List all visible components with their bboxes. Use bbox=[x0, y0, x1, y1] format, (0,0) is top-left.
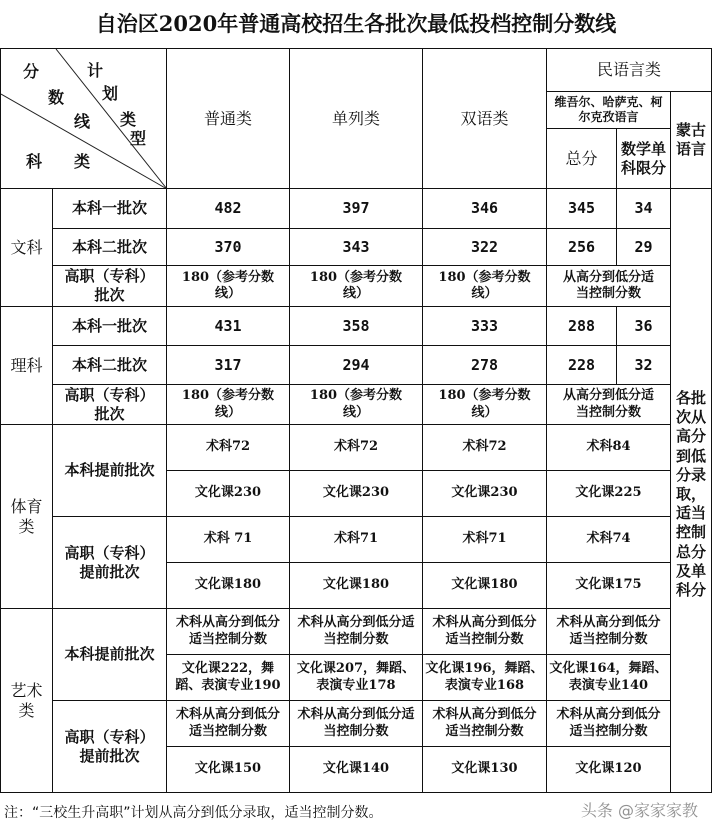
score-cell: 术科从高分到低分适当控制分数 bbox=[289, 700, 423, 747]
batch-label: 本科提前批次 bbox=[52, 424, 167, 517]
score-cell: 术科84 bbox=[546, 424, 671, 471]
col-header-menggu: 蒙古语言 bbox=[670, 91, 712, 189]
score-cell: 文化课130 bbox=[422, 746, 547, 793]
score-cell: 294 bbox=[289, 345, 423, 385]
diag-score-char-1: 分 bbox=[23, 62, 40, 81]
diag-score-char-2: 数 bbox=[48, 88, 65, 107]
col-header-danlie: 单列类 bbox=[289, 48, 423, 189]
watermark: 头条 @家家家教 bbox=[580, 801, 698, 820]
score-cell: 术科从高分到低分适当控制分数 bbox=[422, 700, 547, 747]
col-header-shuangyu: 双语类 bbox=[422, 48, 547, 189]
batch-label: 高职（专科）提前批次 bbox=[52, 516, 167, 609]
score-cell: 345 bbox=[546, 188, 617, 229]
section-label-wenke: 文科 bbox=[0, 188, 53, 307]
score-cell: 术科从高分到低分适当控制分数 bbox=[289, 608, 423, 655]
score-cell: 文化课230 bbox=[166, 470, 290, 517]
score-cell: 288 bbox=[546, 306, 617, 346]
score-cell: 343 bbox=[289, 228, 423, 266]
score-cell: 术科71 bbox=[422, 516, 547, 563]
score-cell: 文化课230 bbox=[422, 470, 547, 517]
batch-label: 本科二批次 bbox=[52, 228, 167, 266]
score-cell: 180（参考分数线） bbox=[166, 265, 290, 307]
score-cell: 397 bbox=[289, 188, 423, 229]
score-cell: 322 bbox=[422, 228, 547, 266]
diag-plan-char-1: 计 bbox=[87, 61, 104, 80]
score-cell: 术科71 bbox=[289, 516, 423, 563]
diag-plan-char-3: 类 bbox=[120, 110, 137, 129]
score-cell: 文化课180 bbox=[289, 562, 423, 609]
score-cell: 文化课175 bbox=[546, 562, 671, 609]
score-cell: 278 bbox=[422, 345, 547, 385]
batch-label: 本科一批次 bbox=[52, 188, 167, 229]
score-cell: 180（参考分数线） bbox=[422, 384, 547, 425]
score-cell: 358 bbox=[289, 306, 423, 346]
score-cell: 术科 71 bbox=[166, 516, 290, 563]
section-label-tiyu: 体育类 bbox=[0, 424, 53, 609]
score-cell: 文化课196，舞蹈、表演专业168 bbox=[422, 654, 547, 701]
score-cell: 术科从高分到低分适当控制分数 bbox=[546, 700, 671, 747]
score-cell: 256 bbox=[546, 228, 617, 266]
section-label-yishu: 艺术类 bbox=[0, 608, 53, 793]
diag-plan-char-2: 划 bbox=[102, 84, 119, 103]
batch-label: 高职（专科）提前批次 bbox=[52, 700, 167, 793]
score-cell: 228 bbox=[546, 345, 617, 385]
score-cell: 482 bbox=[166, 188, 290, 229]
score-cell: 文化课180 bbox=[166, 562, 290, 609]
score-cell: 文化课120 bbox=[546, 746, 671, 793]
score-cell: 术科72 bbox=[422, 424, 547, 471]
score-cell: 180（参考分数线） bbox=[422, 265, 547, 307]
score-cell: 370 bbox=[166, 228, 290, 266]
score-cell: 文化课222，舞蹈、表演专业190 bbox=[166, 654, 290, 701]
score-cell: 36 bbox=[616, 306, 671, 346]
col-header-minyu: 民语言类 bbox=[546, 48, 712, 92]
score-cell: 29 bbox=[616, 228, 671, 266]
score-cell: 180（参考分数线） bbox=[289, 265, 423, 307]
col-header-weiwuer: 维吾尔、哈萨克、柯尔克孜语言 bbox=[546, 91, 671, 129]
score-cell: 180（参考分数线） bbox=[289, 384, 423, 425]
score-cell: 术科从高分到低分适当控制分数 bbox=[546, 608, 671, 655]
score-cell: 文化课140 bbox=[289, 746, 423, 793]
score-cell: 333 bbox=[422, 306, 547, 346]
score-cell: 术科72 bbox=[166, 424, 290, 471]
batch-label: 高职（专科）批次 bbox=[52, 384, 167, 425]
score-cell: 文化课207，舞蹈、表演专业178 bbox=[289, 654, 423, 701]
diag-plan-char-4: 型 bbox=[130, 129, 147, 148]
col-header-total: 总分 bbox=[546, 128, 617, 189]
batch-label: 本科提前批次 bbox=[52, 608, 167, 701]
score-cell: 文化课230 bbox=[289, 470, 423, 517]
diag-subject-char-1: 科 bbox=[26, 152, 43, 171]
score-cell: 术科74 bbox=[546, 516, 671, 563]
score-cell: 术科72 bbox=[289, 424, 423, 471]
batch-label: 本科一批次 bbox=[52, 306, 167, 346]
page-title: 自治区2020年普通高校招生各批次最低投档控制分数线 bbox=[95, 11, 617, 36]
score-cell: 180（参考分数线） bbox=[166, 384, 290, 425]
score-cell: 从高分到低分适当控制分数 bbox=[546, 384, 671, 425]
score-cell: 431 bbox=[166, 306, 290, 346]
score-cell: 术科从高分到低分适当控制分数 bbox=[166, 700, 290, 747]
score-cell: 从高分到低分适当控制分数 bbox=[546, 265, 671, 307]
score-cell: 文化课150 bbox=[166, 746, 290, 793]
score-cell: 34 bbox=[616, 188, 671, 229]
col-header-math-limit: 数学单科限分 bbox=[616, 128, 671, 189]
batch-label: 本科二批次 bbox=[52, 345, 167, 385]
score-cell: 文化课225 bbox=[546, 470, 671, 517]
score-cell: 32 bbox=[616, 345, 671, 385]
score-cell: 317 bbox=[166, 345, 290, 385]
score-cell: 术科从高分到低分适当控制分数 bbox=[166, 608, 290, 655]
score-cell: 术科从高分到低分适当控制分数 bbox=[422, 608, 547, 655]
section-label-like: 理科 bbox=[0, 306, 53, 425]
diagonal-header-cell bbox=[0, 48, 167, 189]
score-cell: 346 bbox=[422, 188, 547, 229]
col-header-putong: 普通类 bbox=[166, 48, 290, 189]
menggu-note: 各批次从高分到低分录取，适当控制总分及单科分 bbox=[670, 188, 712, 793]
diag-score-char-3: 线 bbox=[74, 112, 91, 131]
score-cell: 文化课180 bbox=[422, 562, 547, 609]
footnote: 注：“三校生升高职”计划从高分到低分录取，适当控制分数。 bbox=[0, 792, 712, 830]
batch-label: 高职（专科）批次 bbox=[52, 265, 167, 307]
score-cell: 文化课164，舞蹈、表演专业140 bbox=[546, 654, 671, 701]
diag-subject-char-2: 类 bbox=[74, 152, 91, 171]
